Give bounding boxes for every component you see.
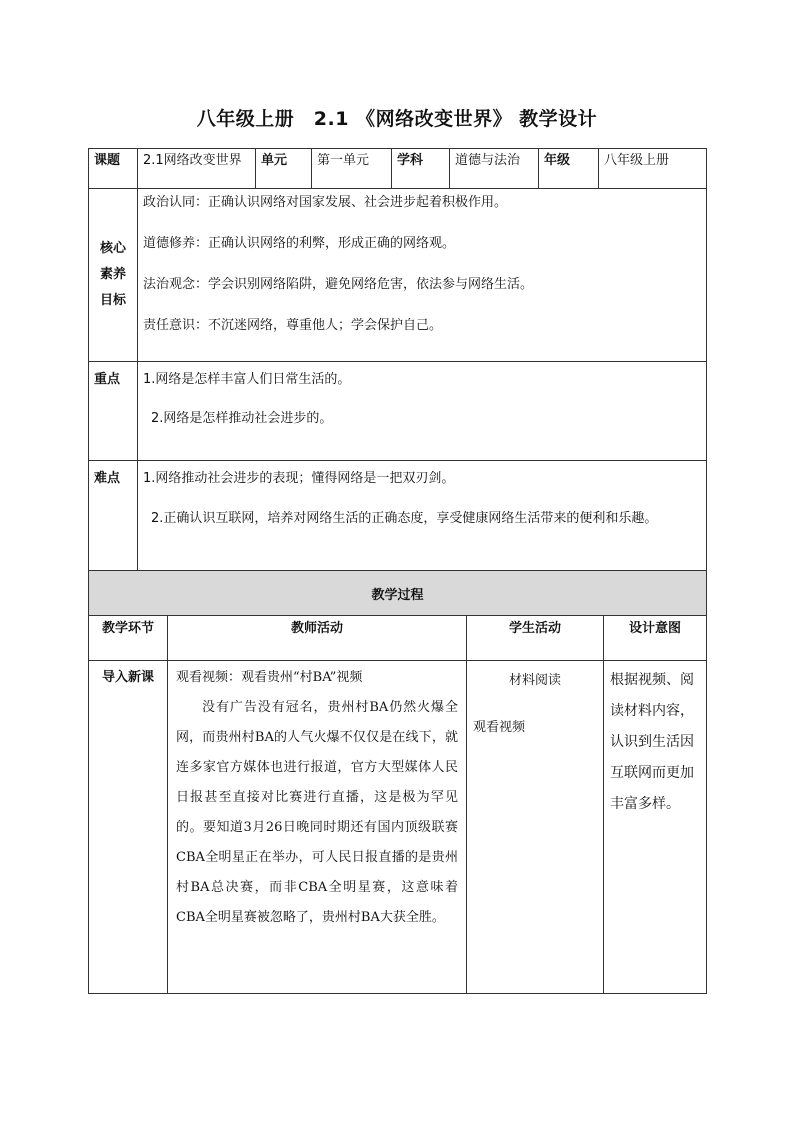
design-intent-cell: 根据视频、阅读材料内容，认识到生活因互联网而更加丰富多样。 xyxy=(604,661,707,994)
teacher-intro: 观看视频：观看贵州“村BA”视频 xyxy=(176,670,363,685)
header-student-activity: 学生活动 xyxy=(467,616,604,661)
core-literacy-content xyxy=(138,189,707,362)
key-point-1: 1.网络是怎样丰富人们日常生活的。 xyxy=(143,372,351,387)
header-stage: 教学环节 xyxy=(89,616,168,661)
stage-intro: 导入新课 xyxy=(89,661,168,994)
key-point-2: 2.网络是怎样推动社会进步的。 xyxy=(151,411,333,426)
subject-label: 学科 xyxy=(392,149,450,189)
lesson-info-table xyxy=(88,148,707,595)
teacher-activity-cell xyxy=(168,661,467,994)
core-item-moral: 道德修养：正确认识网络的利弊，形成正确的网络观。 xyxy=(143,236,456,251)
grade-value: 八年级上册 xyxy=(599,149,707,189)
difficulty-1: 1.网络推动社会进步的表现；懂得网络是一把双刃剑。 xyxy=(143,471,455,486)
core-item-responsibility: 责任意识：不沉迷网络，尊重他人；学会保护自己。 xyxy=(143,318,443,333)
topic-label: 课题 xyxy=(89,149,138,189)
teacher-body: 没有广告没有冠名，贵州村BA仍然火爆全网，而贵州村BA的人气火爆不仅仅是在线下，就连多家官方媒体也进行报道，官方大型媒体人民日报甚至直接对比赛进行直播，这是极为罕见的。要知道3月26日晚同时期还有国内顶级联赛CBA全明星正在举办，可人民日报直播的是贵州村BA总决赛，而非CBA全明星赛，这意味着CBA全明星赛被忽略了，贵州村BA大获全胜。 xyxy=(176,700,458,925)
subject-value: 道德与法治 xyxy=(450,149,539,189)
student-activity-cell xyxy=(467,661,604,994)
unit-label: 单元 xyxy=(256,149,312,189)
core-literacy-label xyxy=(89,189,138,362)
unit-value: 第一单元 xyxy=(312,149,392,189)
difficulties-label: 难点 xyxy=(89,461,138,595)
header-design-intent: 设计意图 xyxy=(604,616,707,661)
key-points-label: 重点 xyxy=(89,362,138,461)
teaching-process-table xyxy=(88,570,707,994)
header-teacher-activity: 教师活动 xyxy=(168,616,467,661)
student-activity-reading: 材料阅读 xyxy=(508,673,561,688)
topic-value: 2.1网络改变世界 xyxy=(138,149,256,189)
student-activity-video: 观看视频 xyxy=(473,720,526,735)
page-title: 八年级上册 2.1 《网络改变世界》 教学设计 xyxy=(196,108,598,130)
difficulty-2: 2.正确认识互联网，培养对网络生活的正确态度，享受健康网络生活带来的便利和乐趣。 xyxy=(151,511,658,526)
core-item-law: 法治观念：学会识别网络陷阱，避免网络危害，依法参与网络生活。 xyxy=(143,277,534,292)
key-points-content xyxy=(138,362,707,461)
core-literacy-label-text: 核心素养目标 xyxy=(99,241,126,308)
core-item-political: 政治认同：正确认识网络对国家发展、社会进步起着积极作用。 xyxy=(143,195,508,210)
grade-label: 年级 xyxy=(539,149,599,189)
teaching-process-banner: 教学过程 xyxy=(89,571,707,616)
